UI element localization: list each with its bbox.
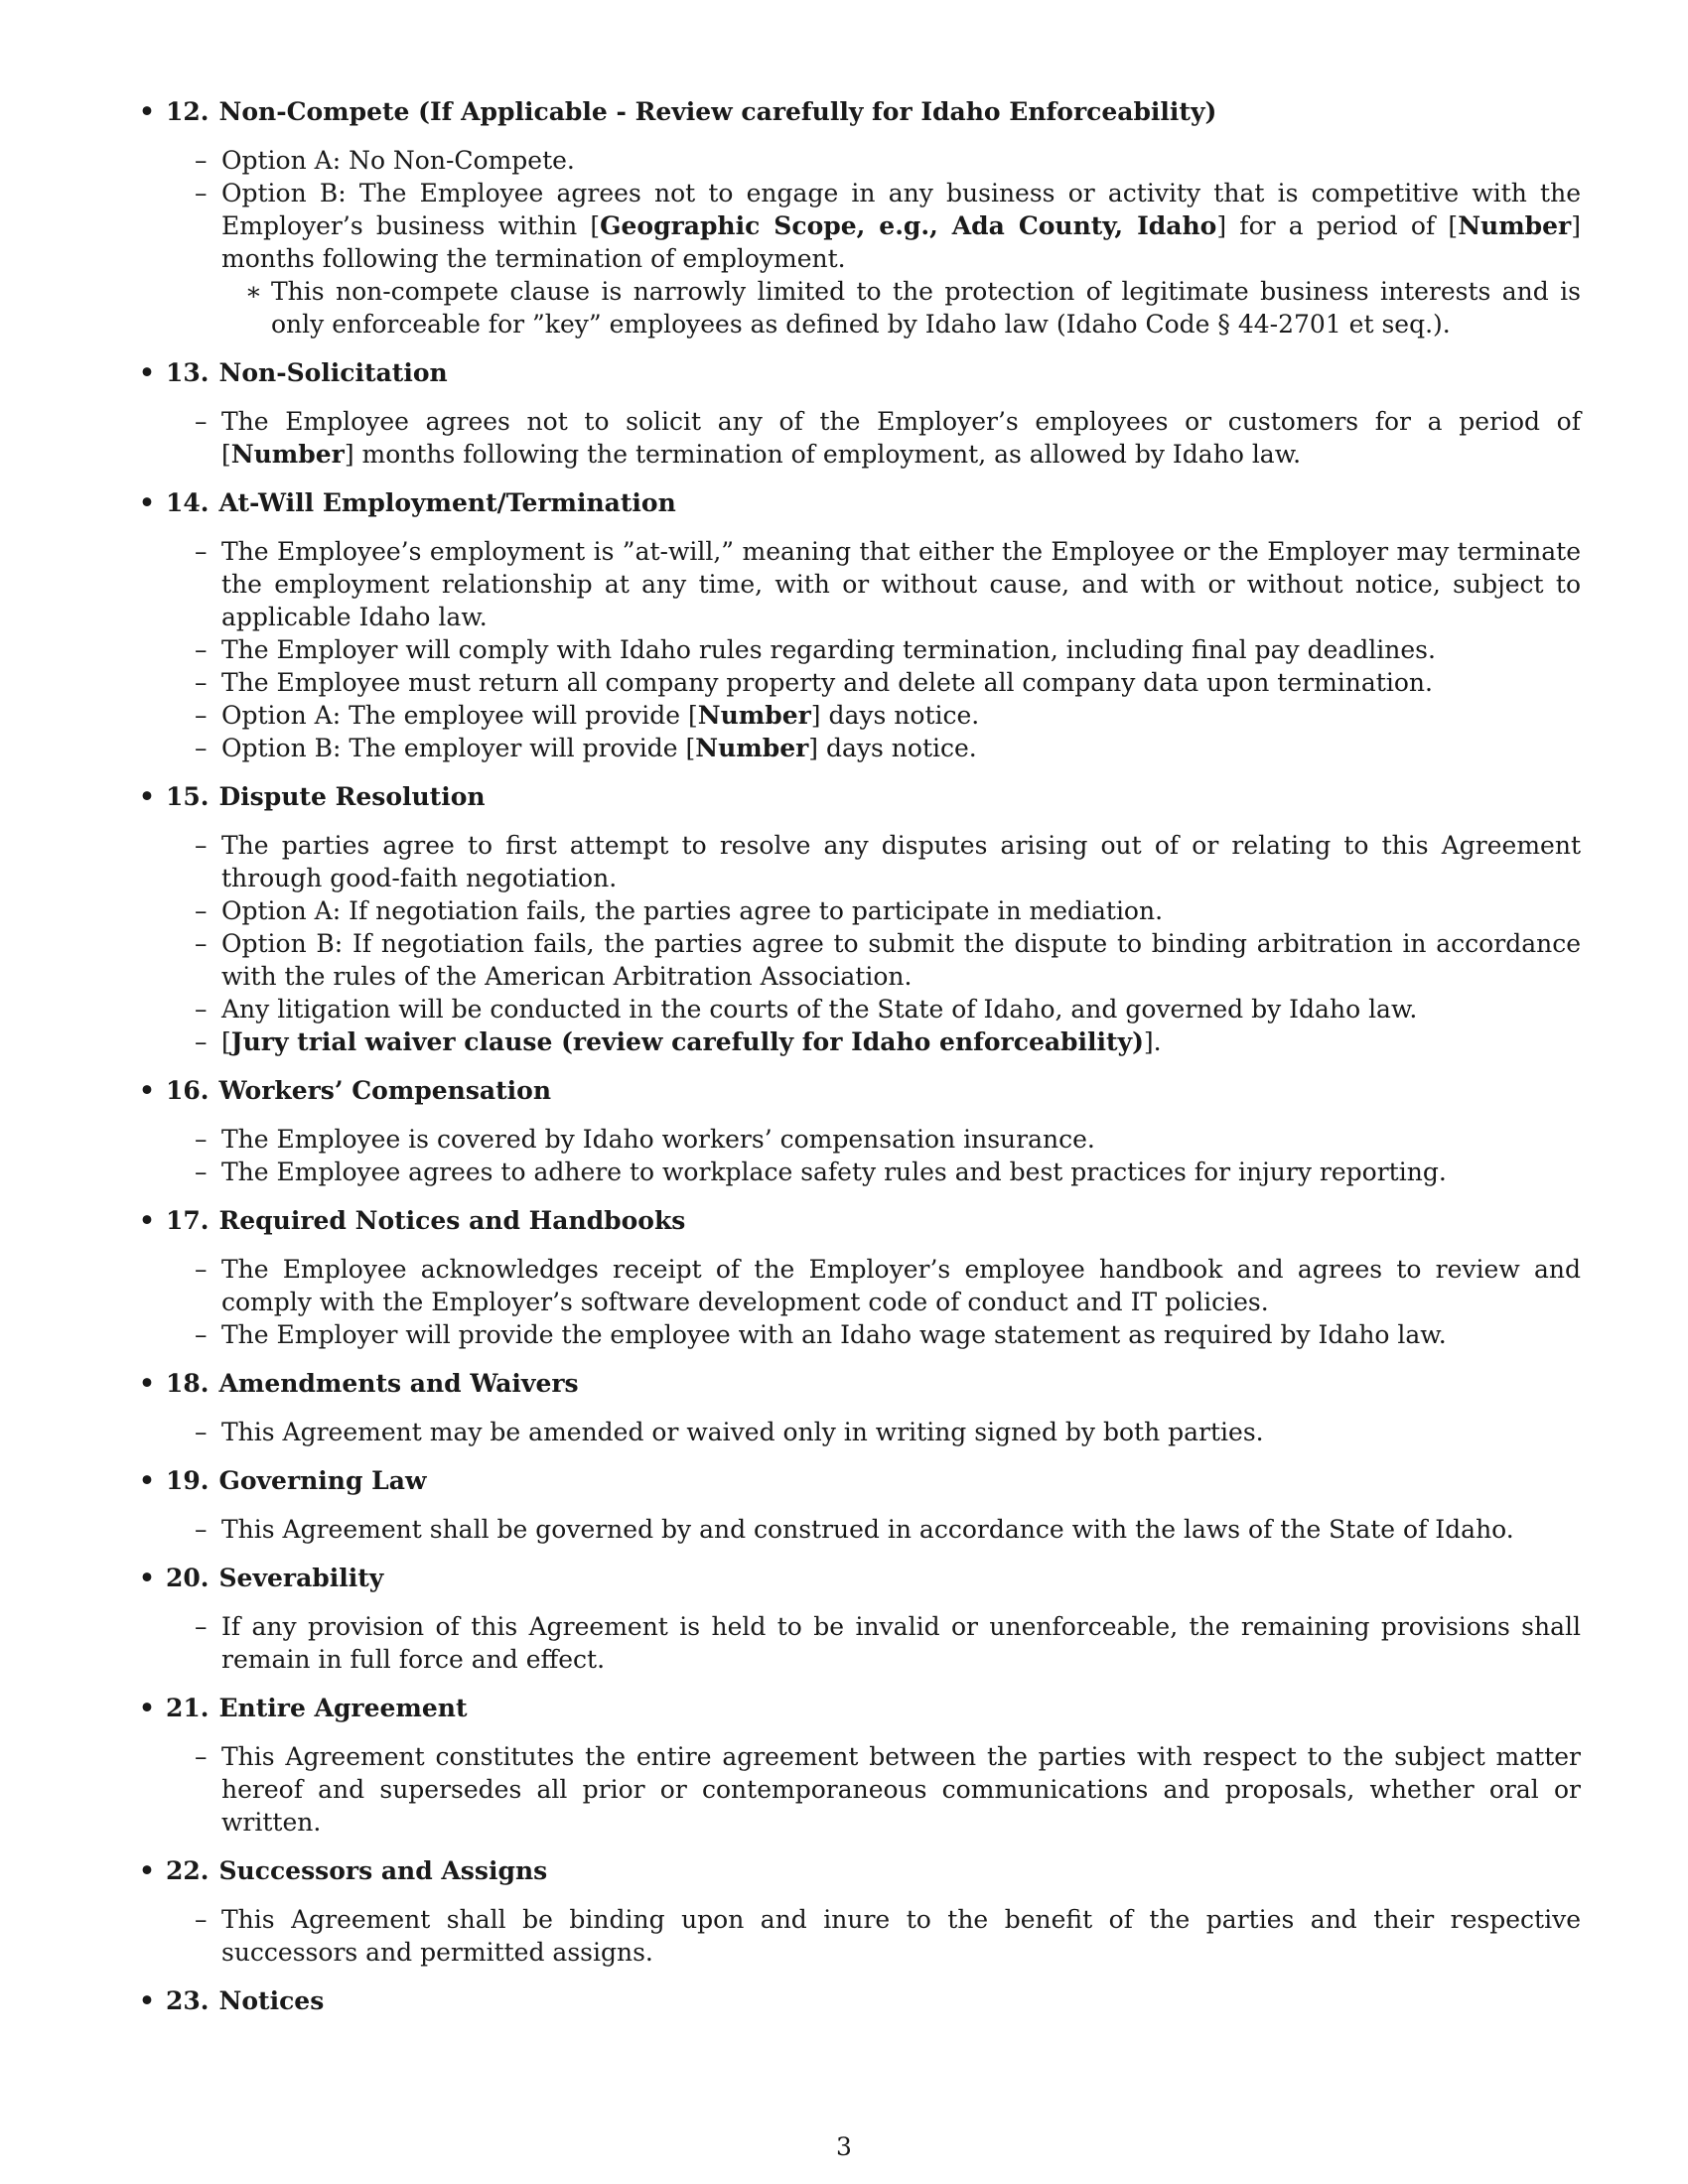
section-heading (139, 1464, 1581, 1497)
dash-icon: – (195, 146, 208, 175)
list-item (139, 1318, 1581, 1351)
dash-icon: – (195, 1125, 208, 1154)
list-item (139, 993, 1581, 1025)
dash-icon: – (195, 831, 208, 860)
section-19 (139, 1464, 1581, 1546)
section-title: Workers’ Compensation (218, 1076, 552, 1105)
dash-icon: – (195, 1905, 208, 1934)
section-12 (139, 95, 1581, 341)
list-item (139, 829, 1581, 894)
section-number: 16. (166, 1076, 210, 1105)
section-20 (139, 1562, 1581, 1676)
dash-icon: – (195, 1158, 208, 1186)
bullet-icon: • (139, 1694, 155, 1722)
list-item (139, 1253, 1581, 1318)
section-18 (139, 1367, 1581, 1448)
dash-icon: – (195, 896, 208, 925)
item-text: Any litigation will be conducted in the courts of the State of Idaho, and governed by Idaho law. (221, 995, 1418, 1024)
item-text: ] days notice. (808, 734, 977, 762)
list-item (139, 1513, 1581, 1546)
list-item (139, 1156, 1581, 1188)
item-text: This Agreement may be amended or waived only in writing signed by both parties. (221, 1418, 1264, 1446)
bullet-icon: • (139, 97, 155, 126)
bullet-icon: • (139, 1206, 155, 1235)
item-text: This Agreement shall be binding upon and inure to the benefit of the parties and their respective successors and permitted assigns. (221, 1905, 1581, 1967)
item-text: Option B: If negotiation fails, the parties agree to submit the dispute to binding arbitration in accordance with the rules of the American Arbitration Association. (221, 929, 1581, 991)
bullet-icon: • (139, 1076, 155, 1105)
dash-icon: – (195, 734, 208, 762)
section-heading (139, 1562, 1581, 1594)
bullet-icon: • (139, 1466, 155, 1495)
section-15 (139, 780, 1581, 1058)
section-title: Non-Compete (If Applicable - Review carefully for Idaho Enforceability) (218, 97, 1217, 126)
section-16 (139, 1074, 1581, 1188)
section-13 (139, 356, 1581, 471)
list-item (139, 144, 1581, 177)
section-heading (139, 1074, 1581, 1107)
list-item (139, 633, 1581, 666)
item-text: The Employee is covered by Idaho workers’ compensation insurance. (221, 1125, 1095, 1154)
item-text: The Employee agrees not to solicit any of the Employer’s employees or customers for a period of [ (221, 407, 1581, 469)
section-number: 12. (166, 97, 210, 126)
section-number: 20. (166, 1564, 210, 1592)
section-heading (139, 1854, 1581, 1887)
item-text: ] months following the termination of employment, as allowed by Idaho law. (344, 440, 1302, 469)
section-title: Successors and Assigns (218, 1856, 548, 1885)
section-21 (139, 1692, 1581, 1839)
item-text: This Agreement constitutes the entire agreement between the parties with respect to the subject matter hereof and supersedes all prior or contemporaneous communications and proposals, whether oral or written. (221, 1742, 1581, 1837)
list-item (139, 927, 1581, 993)
placeholder-text: Number (1458, 211, 1572, 240)
item-text: The parties agree to first attempt to resolve any disputes arising out of or relating to this Agreement through good-faith negotiation. (221, 831, 1581, 892)
dash-icon: – (195, 179, 208, 207)
list-item (139, 894, 1581, 927)
page-number: 3 (836, 2132, 852, 2161)
item-text: This Agreement shall be governed by and construed in accordance with the laws of the State of Idaho. (221, 1515, 1514, 1544)
section-14 (139, 486, 1581, 764)
section-heading (139, 1367, 1581, 1400)
list-item (139, 1416, 1581, 1448)
section-23 (139, 1984, 1581, 2017)
section-number: 13. (166, 358, 210, 387)
item-text: Option A: No Non-Compete. (221, 146, 575, 175)
dash-icon: – (195, 635, 208, 664)
item-text: ] days notice. (810, 701, 980, 730)
bullet-icon: • (139, 1856, 155, 1885)
section-number: 22. (166, 1856, 210, 1885)
list-item (139, 732, 1581, 764)
list-item (139, 177, 1581, 341)
section-number: 14. (166, 488, 210, 517)
dash-icon: – (195, 1255, 208, 1284)
section-title: Non-Solicitation (218, 358, 448, 387)
item-text: The Employee must return all company property and delete all company data upon termination. (221, 668, 1433, 697)
bullet-icon: • (139, 1986, 155, 2015)
section-17 (139, 1204, 1581, 1351)
dash-icon: – (195, 407, 208, 436)
list-item (139, 1123, 1581, 1156)
list-item (139, 1610, 1581, 1676)
section-heading (139, 1204, 1581, 1237)
item-text: Option B: The Employee agrees not to engage in any business or activity that is competitive with the Employer’s business within [ (221, 179, 1581, 240)
item-text: Option A: If negotiation fails, the parties agree to participate in mediation. (221, 896, 1164, 925)
dash-icon: – (195, 701, 208, 730)
list-item (139, 535, 1581, 633)
placeholder-text: Jury trial waiver clause (review carefully for Idaho enforceability) (230, 1027, 1144, 1056)
section-22 (139, 1854, 1581, 1969)
section-title: Governing Law (218, 1466, 427, 1495)
section-title: At-Will Employment/Termination (218, 488, 676, 517)
item-text: The Employer will provide the employee with an Idaho wage statement as required by Idaho law. (221, 1320, 1447, 1349)
section-title: Entire Agreement (218, 1694, 468, 1722)
section-number: 18. (166, 1369, 210, 1398)
dash-icon: – (195, 929, 208, 958)
item-text: The Employee acknowledges receipt of the Employer’s employee handbook and agrees to review and comply with the Employer’s software development code of conduct and IT policies. (221, 1255, 1581, 1316)
section-heading (139, 356, 1581, 389)
item-text: The Employee’s employment is ”at-will,” meaning that either the Employee or the Employer may terminate the employment relationship at any time, with or without cause, and with or without notice, subject to applicable Idaho law. (221, 537, 1581, 631)
star-icon: ∗ (245, 277, 262, 306)
item-text: This non-compete clause is narrowly limited to the protection of legitimate business interests and is only enforceable for ”key” employees as defined by Idaho law (Idaho Code § 44-2701 et seq.). (271, 277, 1581, 339)
dash-icon: – (195, 1027, 208, 1056)
section-number: 17. (166, 1206, 210, 1235)
list-item (139, 1903, 1581, 1969)
dash-icon: – (195, 537, 208, 566)
bullet-icon: • (139, 1369, 155, 1398)
section-heading (139, 95, 1581, 128)
dash-icon: – (195, 668, 208, 697)
list-item (139, 699, 1581, 732)
section-heading (139, 1984, 1581, 2017)
dash-icon: – (195, 1612, 208, 1641)
list-item (139, 1025, 1581, 1058)
dash-icon: – (195, 1515, 208, 1544)
section-number: 15. (166, 782, 210, 811)
list-item (139, 405, 1581, 471)
section-title: Amendments and Waivers (218, 1369, 579, 1398)
dash-icon: – (195, 1418, 208, 1446)
section-heading (139, 780, 1581, 813)
bullet-icon: • (139, 488, 155, 517)
item-text: ]. (1143, 1027, 1162, 1056)
item-text: [ (221, 1027, 231, 1056)
dash-icon: – (195, 1742, 208, 1771)
section-number: 19. (166, 1466, 210, 1495)
bullet-icon: • (139, 358, 155, 387)
section-heading (139, 1692, 1581, 1724)
item-text: Option B: The employer will provide [ (221, 734, 696, 762)
section-heading (139, 486, 1581, 519)
section-title: Severability (218, 1564, 384, 1592)
item-text: ] months following the termination of employment. (221, 211, 1581, 273)
list-item (139, 666, 1581, 699)
placeholder-text: Number (697, 701, 811, 730)
document-body (139, 95, 1581, 2033)
list-item (139, 1740, 1581, 1839)
section-number: 23. (166, 1986, 210, 2015)
item-text: ] for a period of [ (1216, 211, 1459, 240)
item-text: The Employee agrees to adhere to workplace safety rules and best practices for injury reporting. (221, 1158, 1447, 1186)
dash-icon: – (195, 995, 208, 1024)
item-text: The Employer will comply with Idaho rules regarding termination, including final pay deadlines. (221, 635, 1436, 664)
section-number: 21. (166, 1694, 210, 1722)
bullet-icon: • (139, 782, 155, 811)
item-text: Option A: The employee will provide [ (221, 701, 698, 730)
sub-list-item (218, 275, 1581, 341)
dash-icon: – (195, 1320, 208, 1349)
bullet-icon: • (139, 1564, 155, 1592)
placeholder-text: Number (695, 734, 809, 762)
placeholder-text: Number (230, 440, 345, 469)
section-title: Dispute Resolution (218, 782, 486, 811)
section-title: Required Notices and Handbooks (218, 1206, 686, 1235)
placeholder-text: Geographic Scope, e.g., Ada County, Idaho (600, 211, 1217, 240)
item-text: If any provision of this Agreement is held to be invalid or unenforceable, the remaining provisions shall remain in full force and effect. (221, 1612, 1581, 1674)
section-title: Notices (218, 1986, 325, 2015)
